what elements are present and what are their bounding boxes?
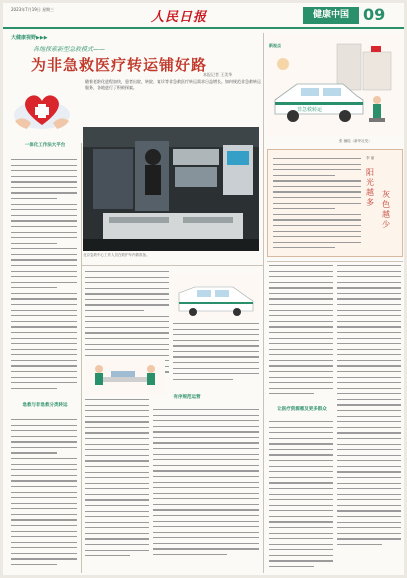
text-column <box>337 265 401 549</box>
column-rule <box>81 143 82 573</box>
opinion-column <box>267 149 403 257</box>
page-header <box>3 3 404 29</box>
transport-illustration <box>267 34 403 136</box>
photo-caption: 北京急救中心工作人员在救护车内做准备。 <box>83 253 150 257</box>
text-column <box>269 265 333 399</box>
text-column <box>153 409 259 560</box>
section-kicker: 大健康视野▶▶▶ <box>11 35 48 41</box>
column-headline-1: 阳光越多 <box>366 168 374 207</box>
issue-date: 2023年7月19日 星期三 <box>11 7 55 12</box>
stretcher-illustration <box>85 359 165 395</box>
newspaper-page <box>3 3 404 575</box>
article-lead: 随着老龄化进程加快，患者出院、转院、复诊等非急救医疗转运需求日益增长。如何规范非急救转运服务，各地进行了积极探索。 <box>85 79 261 90</box>
article-title: 为非急救医疗转运铺好路 <box>31 56 208 74</box>
section-head-2: 急救与非急救分类转运 <box>22 403 68 408</box>
illustration-caption: 张 骊绘（新华社发） <box>339 139 372 143</box>
section-head-3: 有序规范运营 <box>173 395 201 400</box>
article-subtitle: 各地探索新型急救模式—— <box>33 46 106 53</box>
column-name: 新视点 <box>269 43 281 48</box>
text-column <box>269 421 333 572</box>
section-rule <box>267 261 403 262</box>
text-column <box>85 399 149 561</box>
text-column <box>173 323 259 384</box>
heart-hands-icon <box>11 85 73 133</box>
text-column <box>11 159 77 393</box>
column-headline-2: 灰色越少 <box>382 190 390 229</box>
section-head-4: 让医疗资源惠及更多群众 <box>277 407 327 412</box>
column-author: 李 丽 <box>366 156 375 160</box>
masthead-logo: 人民日报 <box>151 10 208 25</box>
van-label: 非急救转运 <box>297 107 323 113</box>
text-column <box>11 419 77 570</box>
section-head-1: 一体化工作法大平台 <box>24 143 66 148</box>
page-number: 09 <box>363 5 386 24</box>
section-rule <box>81 265 263 266</box>
column-rule <box>263 33 264 573</box>
article-byline: 本报记者 王美华 <box>203 72 233 77</box>
ambulance-interior-photo <box>83 127 259 251</box>
ambulance-illustration <box>173 275 259 319</box>
section-name: 健康中国 <box>303 7 359 24</box>
